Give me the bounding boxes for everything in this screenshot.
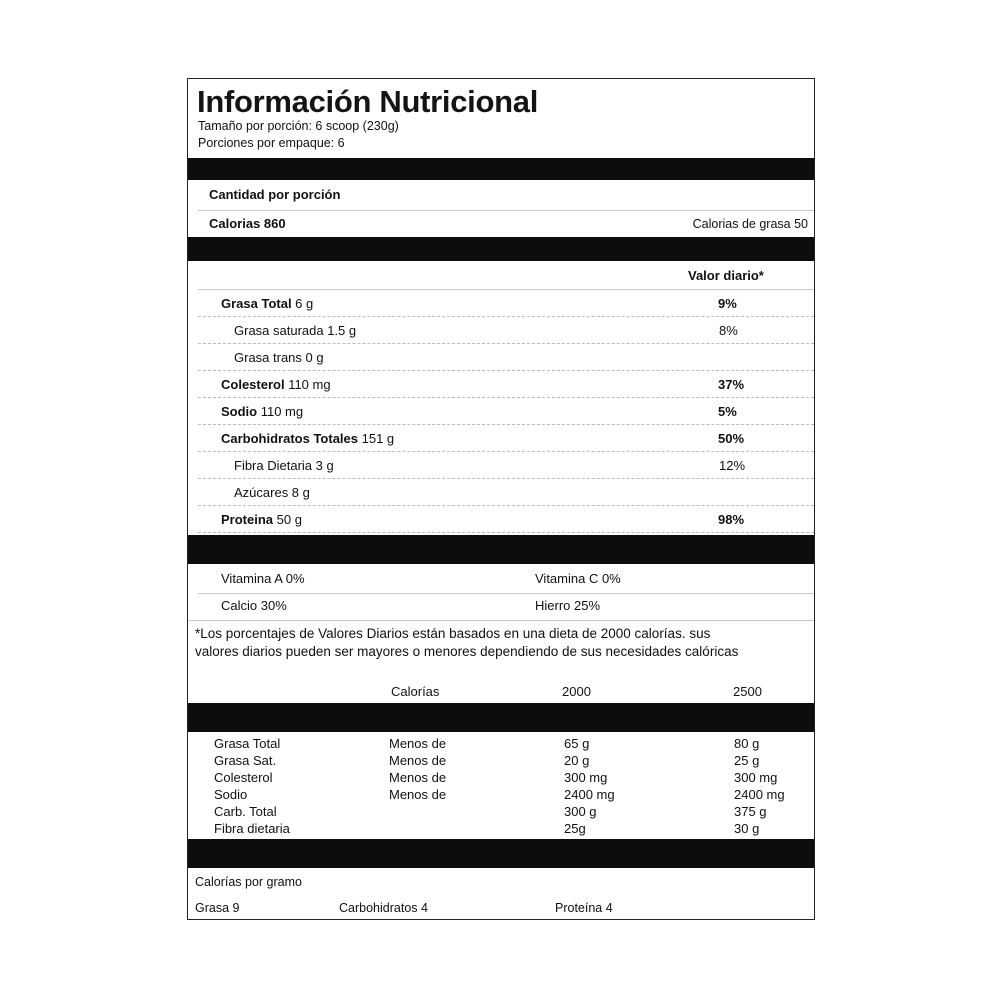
ref-nutrient: Carb. Total xyxy=(214,804,277,819)
vitamin-a: Vitamina A 0% xyxy=(221,571,305,586)
serving-size: Tamaño por porción: 6 scoop (230g) xyxy=(198,119,399,133)
nutrient-name xyxy=(234,458,334,473)
calcium: Calcio 30% xyxy=(221,598,287,613)
ref-value-2500: 80 g xyxy=(734,736,760,751)
vitamin-c: Vitamina C 0% xyxy=(535,571,621,586)
ref-nutrient: Sodio xyxy=(214,787,248,802)
row-divider xyxy=(198,532,814,533)
ref-value-2000: 300 mg xyxy=(564,770,608,785)
ref-qualifier: Menos de xyxy=(389,736,447,751)
nutrient-daily-value: 9% xyxy=(718,296,737,311)
nutrient-row xyxy=(188,344,814,371)
nutrition-facts-label xyxy=(187,78,815,920)
nutrient-row xyxy=(188,371,814,398)
nutrient-name xyxy=(221,296,313,311)
divider-line xyxy=(188,620,814,621)
nutrient-amount: 110 mg xyxy=(257,404,304,419)
divider-bar xyxy=(188,535,814,564)
ref-col-2000: 2000 xyxy=(562,684,591,699)
nutrient-daily-value: 50% xyxy=(718,431,745,446)
ref-qualifier: Menos de xyxy=(389,753,447,768)
calories-per-gram-protein: Proteína 4 xyxy=(555,901,613,915)
ref-calories-label: Calorías xyxy=(391,684,440,699)
nutrient-label: Proteina xyxy=(221,512,274,527)
footnote-line-2: valores diarios pueden ser mayores o menores dependiendo de sus necesidades calóricas xyxy=(195,644,739,659)
nutrient-label: Fibra Dietaria 3 g xyxy=(234,458,334,473)
nutrient-row xyxy=(188,479,814,506)
label-title: Información Nutricional xyxy=(197,84,539,119)
ref-value-2000: 2400 mg xyxy=(564,787,615,802)
divider-bar xyxy=(188,158,814,180)
nutrient-row xyxy=(188,290,814,317)
reference-table xyxy=(188,735,814,840)
nutrient-name xyxy=(234,485,310,500)
nutrient-row xyxy=(188,317,814,344)
ref-value-2000: 25g xyxy=(564,821,586,836)
divider-line xyxy=(198,593,814,594)
daily-value-header: Valor diario* xyxy=(688,268,764,283)
nutrient-daily-value: 37% xyxy=(718,377,745,392)
nutrient-label: Grasa saturada 1.5 g xyxy=(234,323,357,338)
ref-value-2500: 30 g xyxy=(734,821,760,836)
nutrient-daily-value: 12% xyxy=(719,458,746,473)
divider-line xyxy=(198,210,814,211)
nutrient-label: Colesterol xyxy=(221,377,285,392)
calories-per-gram-carbs: Carbohidratos 4 xyxy=(339,901,428,915)
ref-value-2500: 2400 mg xyxy=(734,787,785,802)
nutrient-row xyxy=(188,452,814,479)
nutrient-label: Grasa Total xyxy=(221,296,292,311)
nutrient-label: Azúcares 8 g xyxy=(234,485,310,500)
nutrient-name xyxy=(221,431,394,446)
calories-from-fat: Calorias de grasa 50 xyxy=(692,217,808,231)
divider-bar xyxy=(188,237,814,261)
nutrient-label: Grasa trans 0 g xyxy=(234,350,324,365)
ref-nutrient: Grasa Total xyxy=(214,736,281,751)
nutrient-daily-value: 5% xyxy=(718,404,737,419)
nutrient-list xyxy=(188,290,814,533)
ref-qualifier: Menos de xyxy=(389,770,447,785)
amount-per-serving: Cantidad por porción xyxy=(209,187,341,202)
nutrient-label: Sodio xyxy=(221,404,258,419)
calories-per-gram-title: Calorías por gramo xyxy=(195,875,302,889)
nutrient-name xyxy=(234,350,324,365)
nutrient-daily-value: 8% xyxy=(719,323,738,338)
nutrient-daily-value: 98% xyxy=(718,512,745,527)
ref-nutrient: Fibra dietaria xyxy=(214,821,290,836)
servings-per-container: Porciones por empaque: 6 xyxy=(198,136,345,150)
nutrient-amount: 110 mg xyxy=(284,377,331,392)
nutrient-amount: 151 g xyxy=(358,431,395,446)
ref-nutrient: Grasa Sat. xyxy=(214,753,277,768)
nutrient-row xyxy=(188,506,814,533)
ref-value-2500: 25 g xyxy=(734,753,760,768)
ref-qualifier: Menos de xyxy=(389,787,447,802)
nutrient-amount: 6 g xyxy=(291,296,314,311)
footnote-line-1: *Los porcentajes de Valores Diarios están basados en una dieta de 2000 calorías. sus xyxy=(195,626,711,641)
divider-bar xyxy=(188,839,814,868)
nutrient-row xyxy=(188,425,814,452)
calories-per-gram-fat: Grasa 9 xyxy=(195,901,240,915)
ref-value-2000: 300 g xyxy=(564,804,597,819)
nutrient-amount: 50 g xyxy=(273,512,302,527)
ref-nutrient: Colesterol xyxy=(214,770,273,785)
ref-value-2000: 20 g xyxy=(564,753,590,768)
ref-value-2000: 65 g xyxy=(564,736,590,751)
calories: Calorias 860 xyxy=(209,216,286,231)
divider-bar xyxy=(188,703,814,732)
ref-value-2500: 375 g xyxy=(734,804,767,819)
nutrient-label: Carbohidratos Totales xyxy=(221,431,359,446)
iron: Hierro 25% xyxy=(535,598,601,613)
ref-col-2500: 2500 xyxy=(733,684,762,699)
nutrient-name xyxy=(221,512,302,527)
ref-value-2500: 300 mg xyxy=(734,770,778,785)
nutrient-row xyxy=(188,398,814,425)
nutrient-name xyxy=(221,404,303,419)
nutrient-name xyxy=(221,377,331,392)
nutrient-name xyxy=(234,323,356,338)
